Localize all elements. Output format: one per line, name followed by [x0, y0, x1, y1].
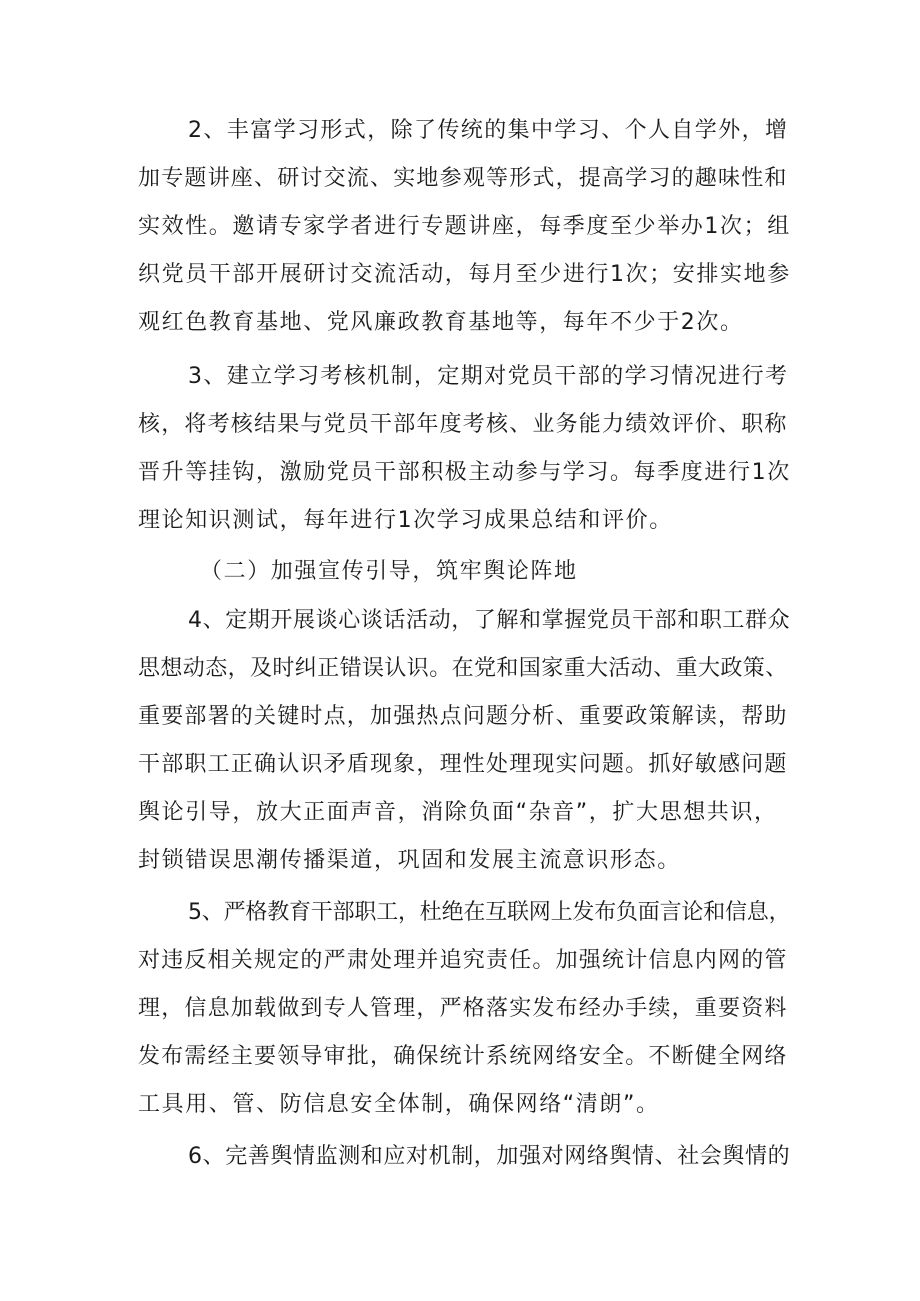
paragraph-2-line-1: 2、丰富学习形式，除了传统的集中学习、个人自学外，增 [188, 118, 789, 143]
paragraph-4-line-6: 封锁错误思潮传播渠道，巩固和发展主流意识形态。 [138, 848, 681, 873]
paragraph-3-line-3: 晋升等挂钩，激励党员干部积极主动参与学习。每季度进行1次 [138, 460, 791, 485]
paragraph-6-line-1: 6、完善舆情监测和应对机制，加强对网络舆情、社会舆情的 [188, 1144, 791, 1169]
paragraph-4-line-4: 干部职工正确认识矛盾现象，理性处理现实问题。抓好敏感问题 [138, 752, 788, 777]
paragraph-2-line-4: 织党员干部开展研讨交流活动，每月至少进行1次；安排实地参 [138, 262, 791, 287]
paragraph-2-line-3: 实效性。邀请专家学者进行专题讲座，每季度至少举办1次；组 [138, 214, 791, 239]
paragraph-4-line-5: 舆论引导，放大正面声音，消除负面“杂音”，扩大思想共识， [138, 800, 778, 825]
paragraph-5-line-3: 理，信息加载做到专人管理，严格落实发布经办手续，重要资料 [138, 996, 788, 1021]
section-heading: （二）加强宣传引导，筑牢舆论阵地 [200, 559, 578, 584]
paragraph-5-line-1: 5、严格教育干部职工，杜绝在互联网上发布负面言论和信息， [188, 900, 791, 925]
paragraph-3-line-4: 理论知识测试，每年进行1次学习成果总结和评价。 [138, 508, 673, 533]
paragraph-5-line-5: 工具用、管、防信息安全体制，确保网络“清朗”。 [138, 1092, 660, 1117]
paragraph-2-line-2: 加专题讲座、研讨交流、实地参观等形式，提高学习的趣味性和 [138, 166, 788, 191]
paragraph-4-line-3: 重要部署的关键时点，加强热点问题分析、重要政策解读，帮助 [138, 704, 788, 729]
paragraph-5-line-4: 发布需经主要领导审批，确保统计系统网络安全。不断健全网络 [138, 1044, 788, 1069]
paragraph-2-line-5: 观红色教育基地、党风廉政教育基地等，每年不少于2次。 [138, 310, 744, 335]
paragraph-3-line-2: 核，将考核结果与党员干部年度考核、业务能力绩效评价、职称 [138, 412, 788, 437]
paragraph-3-line-1: 3、建立学习考核机制，定期对党员干部的学习情况进行考 [188, 364, 789, 389]
paragraph-5-line-2: 对违反相关规定的严肃处理并追究责任。加强统计信息内网的管 [138, 948, 788, 973]
paragraph-4-line-1: 4、定期开展谈心谈话活动，了解和掌握党员干部和职工群众 [188, 608, 791, 633]
paragraph-4-line-2: 思想动态，及时纠正错误认识。在党和国家重大活动、重大政策、 [138, 656, 788, 681]
